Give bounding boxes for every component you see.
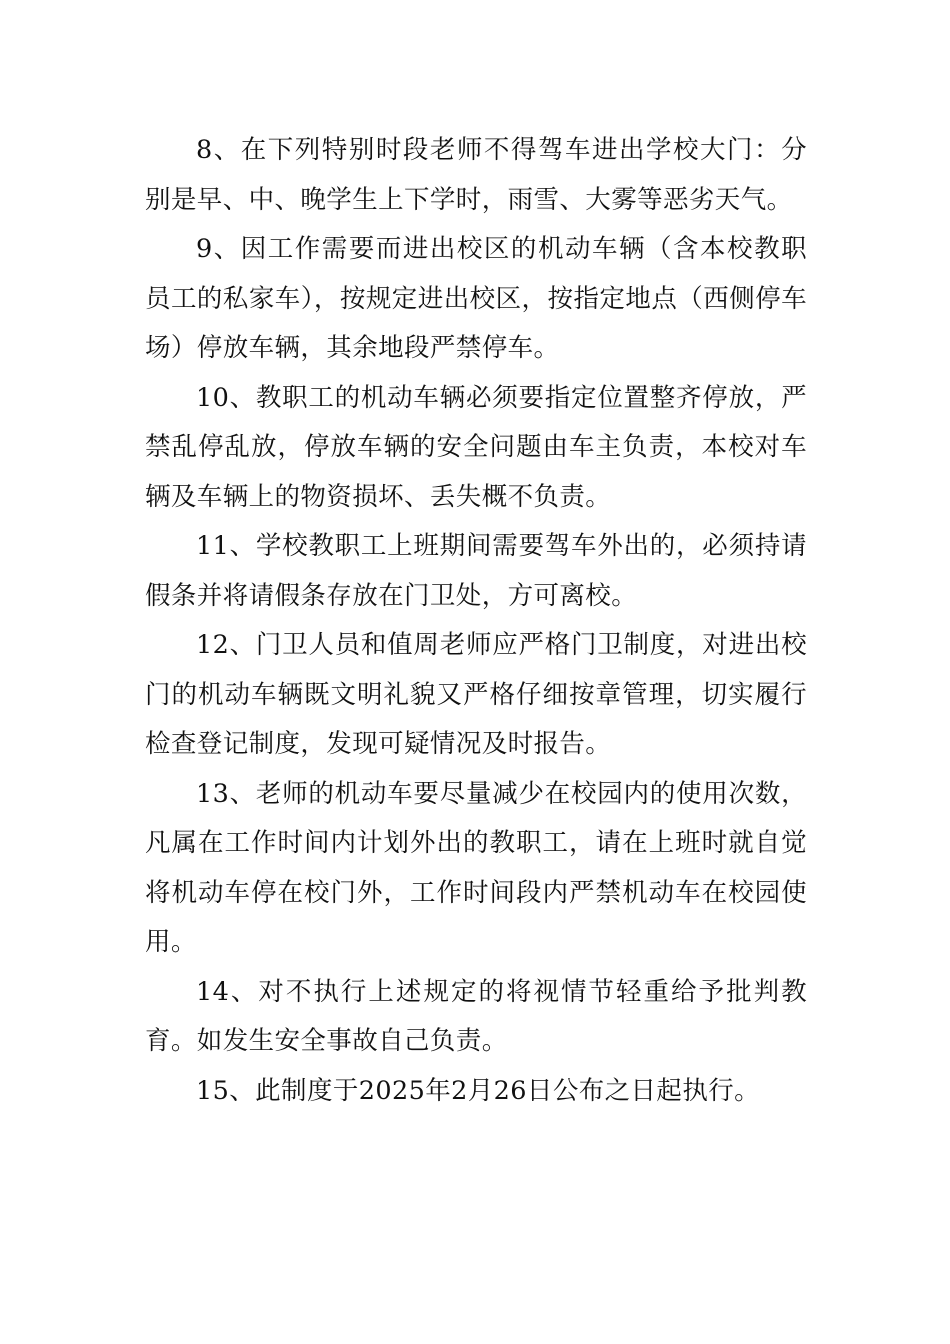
paragraph-10: 10、教职工的机动车辆必须要指定位置整齐停放，严禁乱停乱放，停放车辆的安全问题由车主负责，本校对车辆及车辆上的物资损坏、丢失概不负责。 <box>145 382 807 512</box>
paragraph-8: 8、在下列特别时段老师不得驾车进出学校大门：分别是早、中、晚学生上下学时，雨雪、大雾等恶劣天气。 <box>145 135 807 215</box>
document-body <box>145 126 807 1116</box>
paragraph-14: 14、对不执行上述规定的将视情节轻重给予批判教育。如发生安全事故自己负责。 <box>145 976 807 1056</box>
paragraph-15: 15、此制度于2025年2月26日公布之日起执行。 <box>196 1075 761 1106</box>
paragraph-12: 12、门卫人员和值周老师应严格门卫制度，对进出校门的机动车辆既文明礼貌又严格仔细按章管理，切实履行检查登记制度，发现可疑情况及时报告。 <box>145 630 807 759</box>
paragraph-9: 9、因工作需要而进出校区的机动车辆（含本校教职员工的私家车），按规定进出校区，按指定地点（西侧停车场）停放车辆，其余地段严禁停车。 <box>145 234 807 363</box>
paragraph-13: 13、老师的机动车要尽量减少在校园内的使用次数，凡属在工作时间内计划外出的教职工，请在上班时就自觉将机动车停在校门外，工作时间段内严禁机动车在校园使用。 <box>145 778 807 957</box>
paragraph-11: 11、学校教职工上班期间需要驾车外出的，必须持请假条并将请假条存放在门卫处，方可离校。 <box>145 531 807 611</box>
